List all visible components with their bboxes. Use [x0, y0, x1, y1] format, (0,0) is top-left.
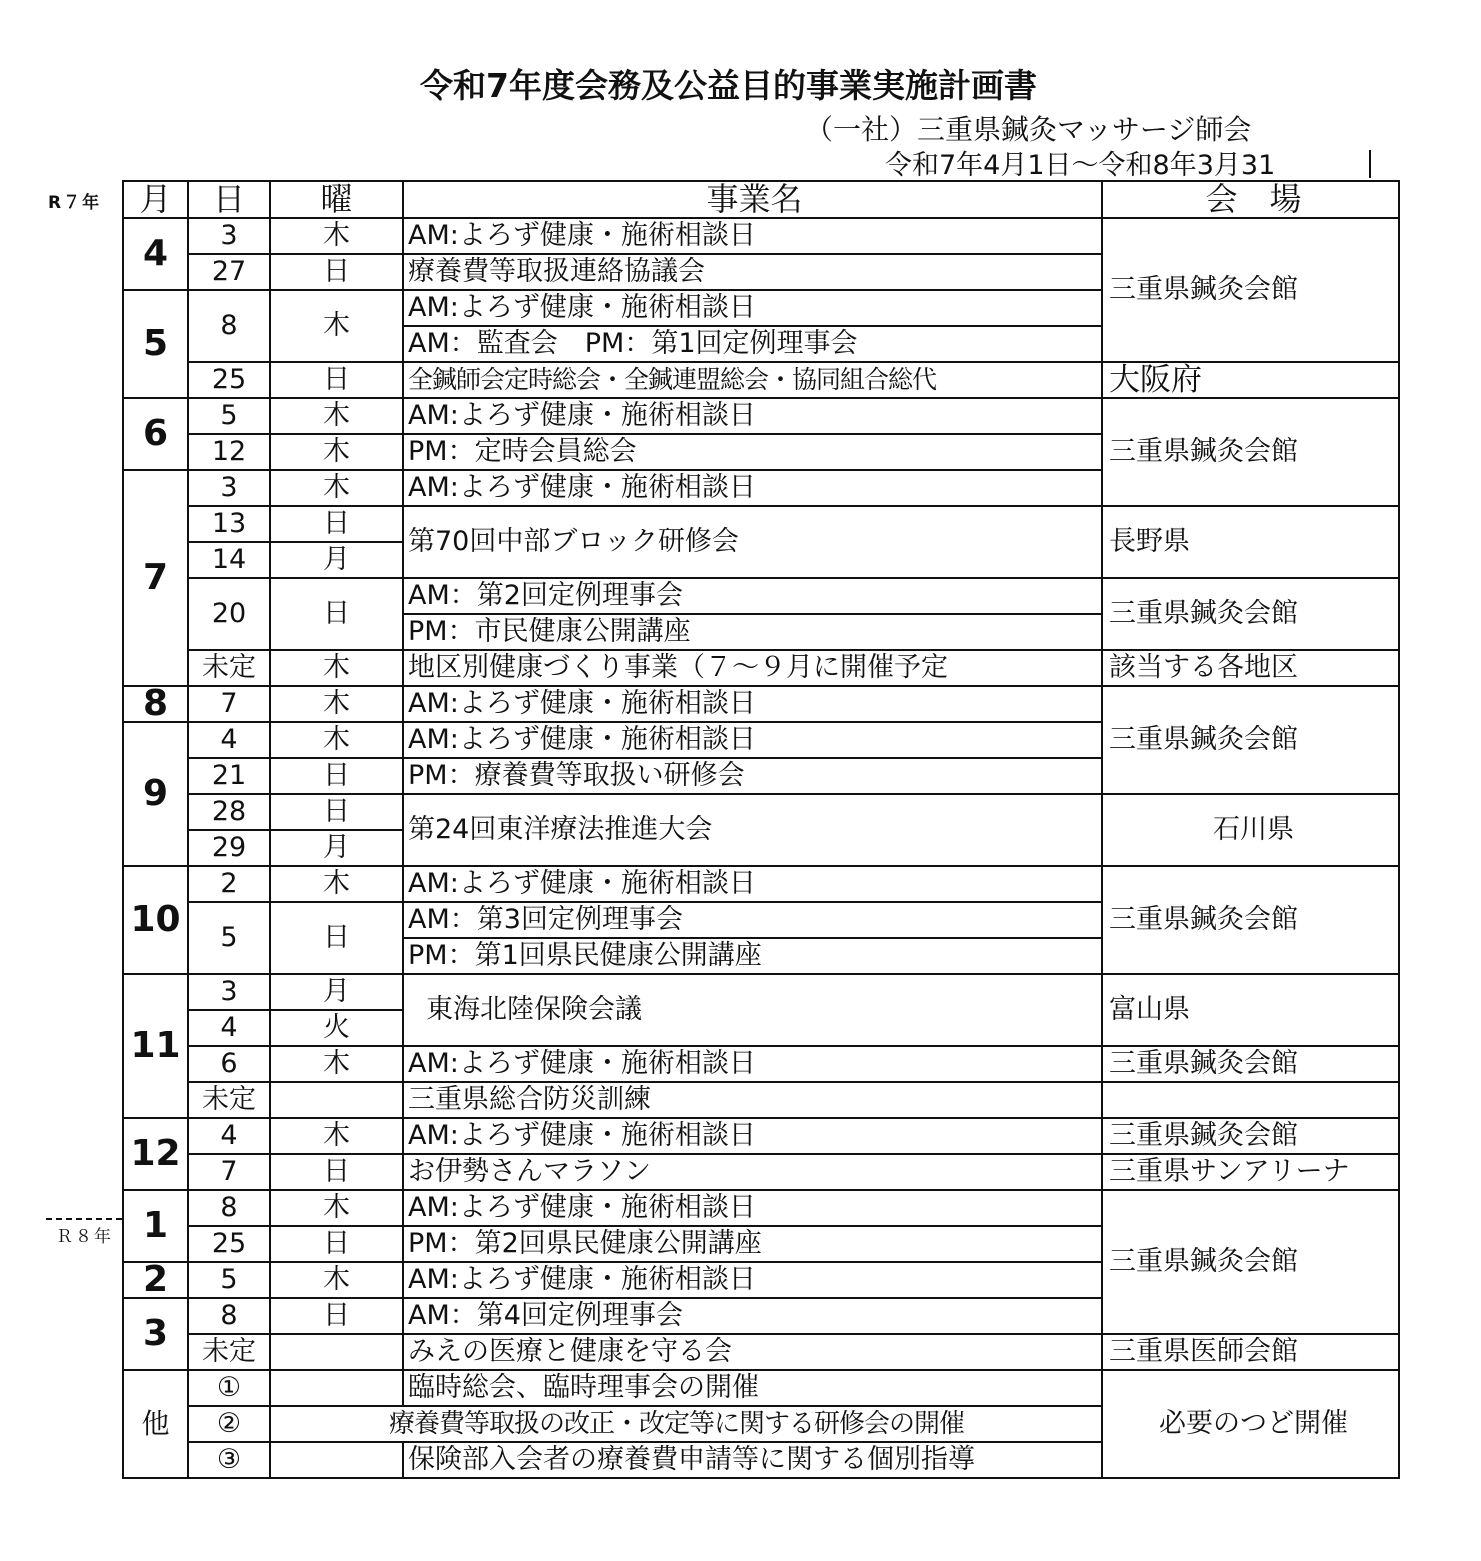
weekday-cell: 木	[270, 1262, 403, 1298]
weekday-cell: 日	[270, 362, 403, 398]
event-cell: AM:よろず健康・施術相談日	[403, 1046, 1102, 1082]
venue-cell: 三重県鍼灸会館	[1102, 686, 1399, 794]
table-row	[123, 1370, 1399, 1406]
day-cell: 5	[188, 902, 270, 974]
month-cell: 7	[123, 470, 188, 686]
event-cell: AM：第4回定例理事会	[403, 1298, 1102, 1334]
table-row	[123, 1046, 1399, 1082]
day-cell: 未定	[188, 1082, 270, 1118]
venue-cell: 三重県鍼灸会館	[1102, 398, 1399, 506]
venue-cell: 三重県医師会館	[1102, 1334, 1399, 1370]
month-cell: 3	[123, 1298, 188, 1370]
weekday-cell: 日	[270, 254, 403, 290]
event-cell: PM：定時会員総会	[403, 434, 1102, 470]
day-cell: 未定	[188, 1334, 270, 1370]
weekday-cell: 日	[270, 902, 403, 974]
venue-cell: 富山県	[1102, 974, 1399, 1046]
schedule-table	[122, 180, 1400, 1479]
event-cell: PM：第2回県民健康公開講座	[403, 1226, 1102, 1262]
year-label-r7: R７年	[48, 193, 102, 213]
day-cell: 未定	[188, 650, 270, 686]
table-row	[123, 974, 1399, 1010]
weekday-cell: 日	[270, 1298, 403, 1334]
table-row	[123, 1334, 1399, 1370]
weekday-cell	[270, 1082, 403, 1118]
event-cell: AM:よろず健康・施術相談日	[403, 866, 1102, 902]
weekday-cell: 木	[270, 686, 403, 722]
venue-cell: 三重県鍼灸会館	[1102, 1118, 1399, 1154]
table-row	[123, 686, 1399, 722]
event-cell: AM：第2回定例理事会	[403, 578, 1102, 614]
event-cell: AM:よろず健康・施術相談日	[403, 290, 1102, 326]
weekday-cell: 木	[270, 722, 403, 758]
event-cell: AM:よろず健康・施術相談日	[403, 686, 1102, 722]
month-cell: 8	[123, 686, 188, 722]
day-cell: 5	[188, 1262, 270, 1298]
event-cell: AM:よろず健康・施術相談日	[403, 470, 1102, 506]
table-header-row	[123, 181, 1399, 218]
day-cell: 4	[188, 722, 270, 758]
event-cell-wide: 療養費等取扱の改正・改定等に関する研修会の開催	[270, 1406, 1102, 1442]
month-cell: 10	[123, 866, 188, 974]
event-cell: 第24回東洋療法推進大会	[403, 794, 1102, 866]
table-row	[123, 1190, 1399, 1226]
event-cell: AM:よろず健康・施術相談日	[403, 1190, 1102, 1226]
day-cell: 29	[188, 830, 270, 866]
column-header-weekday: 曜	[270, 181, 403, 218]
month-cell: 6	[123, 398, 188, 470]
event-cell: 三重県総合防災訓練	[403, 1082, 1102, 1118]
event-cell: 地区別健康づくり事業（７～９月に開催予定	[403, 650, 1102, 686]
weekday-cell: 木	[270, 398, 403, 434]
table-row	[123, 794, 1399, 830]
venue-cell: 三重県鍼灸会館	[1102, 1046, 1399, 1082]
day-cell: ①	[188, 1370, 270, 1406]
event-cell: PM：療養費等取扱い研修会	[403, 758, 1102, 794]
venue-cell: 大阪府	[1102, 362, 1399, 398]
weekday-cell: 木	[270, 1118, 403, 1154]
weekday-cell: 日	[270, 1226, 403, 1262]
weekday-cell	[270, 1442, 403, 1478]
day-cell: 25	[188, 1226, 270, 1262]
venue-cell: 該当する各地区	[1102, 650, 1399, 686]
venue-cell: 三重県サンアリーナ	[1102, 1154, 1399, 1190]
venue-cell: 三重県鍼灸会館	[1102, 1190, 1399, 1334]
event-cell: 東海北陸保険会議	[403, 974, 1102, 1046]
weekday-cell: 火	[270, 1010, 403, 1046]
year-label-r8: Ｒ８年	[56, 1227, 113, 1247]
weekday-cell: 木	[270, 866, 403, 902]
month-cell: 4	[123, 218, 188, 290]
weekday-cell: 木	[270, 650, 403, 686]
weekday-cell: 月	[270, 974, 403, 1010]
event-cell: お伊勢さんマラソン	[403, 1154, 1102, 1190]
day-cell: 6	[188, 1046, 270, 1082]
month-cell: 1	[123, 1190, 188, 1262]
venue-cell: 石川県	[1102, 794, 1399, 866]
weekday-cell: 木	[270, 218, 403, 254]
month-cell: 9	[123, 722, 188, 866]
month-cell: 12	[123, 1118, 188, 1190]
day-cell: 27	[188, 254, 270, 290]
day-cell: 2	[188, 866, 270, 902]
month-cell: 2	[123, 1262, 188, 1298]
event-cell: 臨時総会、臨時理事会の開催	[403, 1370, 1102, 1406]
event-cell: AM：監査会 PM：第1回定例理事会	[403, 326, 1102, 362]
day-cell: ②	[188, 1406, 270, 1442]
day-cell: 4	[188, 1118, 270, 1154]
event-cell: PM：第1回県民健康公開講座	[403, 938, 1102, 974]
document-title: 令和7年度会務及公益目的事業実施計画書	[420, 66, 1037, 105]
month-cell: 他	[123, 1370, 188, 1478]
event-cell: AM:よろず健康・施術相談日	[403, 398, 1102, 434]
month-cell: 5	[123, 290, 188, 398]
weekday-cell: 日	[270, 506, 403, 542]
table-row	[123, 1118, 1399, 1154]
weekday-cell: 日	[270, 758, 403, 794]
table-row	[123, 218, 1399, 254]
event-cell: 保険部入会者の療養費申請等に関する個別指導	[403, 1442, 1102, 1478]
day-cell: 5	[188, 398, 270, 434]
weekday-cell: 月	[270, 830, 403, 866]
day-cell: 7	[188, 686, 270, 722]
column-header-venue: 会 場	[1102, 181, 1399, 218]
weekday-cell: 日	[270, 1154, 403, 1190]
day-cell: 7	[188, 1154, 270, 1190]
month-cell: 11	[123, 974, 188, 1118]
weekday-cell: 日	[270, 794, 403, 830]
event-cell: 全鍼師会定時総会・全鍼連盟総会・協同組合総代	[403, 362, 1102, 398]
day-cell: 8	[188, 290, 270, 362]
event-cell: AM:よろず健康・施術相談日	[403, 1262, 1102, 1298]
weekday-cell	[270, 1370, 403, 1406]
event-cell: 療養費等取扱連絡協議会	[403, 254, 1102, 290]
venue-cell: 三重県鍼灸会館	[1102, 578, 1399, 650]
weekday-cell: 木	[270, 434, 403, 470]
weekday-cell: 木	[270, 1046, 403, 1082]
table-row	[123, 578, 1399, 614]
table-row	[123, 506, 1399, 542]
day-cell: 25	[188, 362, 270, 398]
day-cell: 28	[188, 794, 270, 830]
day-cell: 8	[188, 1190, 270, 1226]
table-row	[123, 866, 1399, 902]
day-cell: 3	[188, 218, 270, 254]
table-row	[123, 398, 1399, 434]
weekday-cell: 月	[270, 542, 403, 578]
weekday-cell: 木	[270, 1190, 403, 1226]
event-cell: AM:よろず健康・施術相談日	[403, 722, 1102, 758]
weekday-cell	[270, 1334, 403, 1370]
day-cell: 3	[188, 470, 270, 506]
table-row	[123, 362, 1399, 398]
venue-cell: 三重県鍼灸会館	[1102, 866, 1399, 974]
table-row	[123, 1082, 1399, 1118]
column-header-month: 月	[123, 181, 188, 218]
day-cell: 12	[188, 434, 270, 470]
day-cell: 8	[188, 1298, 270, 1334]
table-row	[123, 1154, 1399, 1190]
column-header-event: 事業名	[403, 181, 1102, 218]
event-cell: 第70回中部ブロック研修会	[403, 506, 1102, 578]
day-cell: 3	[188, 974, 270, 1010]
day-cell: 20	[188, 578, 270, 650]
day-cell: 21	[188, 758, 270, 794]
column-header-day: 日	[188, 181, 270, 218]
year-divider	[46, 1218, 122, 1220]
event-cell: PM：市民健康公開講座	[403, 614, 1102, 650]
weekday-cell: 日	[270, 578, 403, 650]
event-cell: AM:よろず健康・施術相談日	[403, 1118, 1102, 1154]
period-cell-edge	[1369, 150, 1371, 178]
day-cell: 13	[188, 506, 270, 542]
event-cell: AM:よろず健康・施術相談日	[403, 218, 1102, 254]
weekday-cell: 木	[270, 470, 403, 506]
period-range: 令和7年4月1日～令和8年3月31	[885, 150, 1276, 181]
venue-cell	[1102, 1082, 1399, 1118]
organization-name: （一社）三重県鍼灸マッサージ師会	[805, 113, 1252, 146]
table-row	[123, 650, 1399, 686]
event-cell: AM：第3回定例理事会	[403, 902, 1102, 938]
weekday-cell: 木	[270, 290, 403, 362]
event-cell: みえの医療と健康を守る会	[403, 1334, 1102, 1370]
venue-cell: 必要のつど開催	[1102, 1370, 1399, 1478]
day-cell: 14	[188, 542, 270, 578]
venue-cell: 長野県	[1102, 506, 1399, 578]
venue-cell: 三重県鍼灸会館	[1102, 218, 1399, 362]
day-cell: 4	[188, 1010, 270, 1046]
day-cell: ③	[188, 1442, 270, 1478]
